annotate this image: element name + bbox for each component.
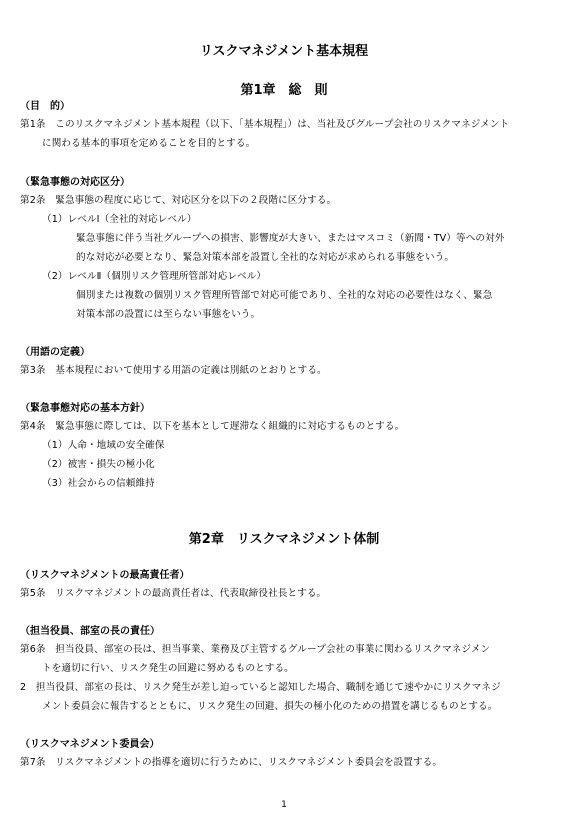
section-heading-committee: （リスクマネジメント委員会） bbox=[20, 739, 160, 750]
policy-item-3: （3）社会からの信頼維持 bbox=[42, 478, 155, 489]
article-7-line-1: 第7条 リスクマネジメントの指導を適切に行うために、リスクマネジメント委員会を設置する。 bbox=[20, 757, 443, 768]
section-heading-definitions: （用語の定義） bbox=[20, 347, 90, 358]
chapter-2-title: 第2章 リスクマネジメント体制 bbox=[188, 532, 380, 547]
section-heading-chief: （リスクマネジメントの最高責任者） bbox=[20, 570, 190, 581]
section-heading-officers: （担当役員、部室の長の責任） bbox=[20, 626, 160, 637]
document-title: リスクマネジメント基本規程 bbox=[199, 44, 369, 59]
level-2-label: （2）レベルⅡ（個別リスク管理所管部対応レベル） bbox=[42, 271, 267, 282]
article-6-line-2: トを適切に行い、リスク発生の回避に努めるものとする。 bbox=[42, 663, 294, 674]
section-heading-policy: （緊急事態対応の基本方針） bbox=[20, 403, 150, 414]
article-1-line-1: 第1条 このリスクマネジメント基本規程（以下、「基本規程」）は、当社及びグループ会社のリスクマネジメント bbox=[20, 119, 510, 130]
level-2-desc-line-1: 個別または複数の個別リスク管理所管部で対応可能であり、全社的な対応の必要性はなく、緊急 bbox=[76, 290, 493, 301]
article-6-para-2-line-1: 2 担当役員、部室の長は、リスク発生が差し迫っていると認知した場合、職制を通じて速やかにリスクマネジ bbox=[20, 682, 501, 693]
article-6-para-2-line-2: メント委員会に報告するとともに、リスク発生の回避、損失の極小化のための措置を講じるものとする。 bbox=[42, 701, 498, 712]
section-heading-purpose: （目 的） bbox=[20, 101, 70, 112]
level-1-label: （1）レベルⅠ（全社的対応レベル） bbox=[42, 214, 197, 225]
policy-item-2: （2）被害・損失の極小化 bbox=[42, 459, 155, 470]
policy-item-1: （1）人命・地域の安全確保 bbox=[42, 440, 165, 451]
level-1-desc-line-2: 的な対応が必要となり、緊急対策本部を設置し全社的な対応が求められる事態をいう。 bbox=[76, 252, 455, 263]
article-5-line-1: 第5条 リスクマネジメントの最高責任者は、代表取締役社長とする。 bbox=[20, 588, 327, 599]
article-6-line-1: 第6条 担当役員、部室の長は、担当事業、業務及び主管するグループ会社の事業に関わるリスクマネジメン bbox=[20, 644, 491, 655]
level-1-desc-line-1: 緊急事態に伴う当社グループへの損害、影響度が大きい、またはマスコミ（新聞・TV）等への対外 bbox=[76, 233, 505, 244]
article-1-line-2: に関わる基本的事項を定めることを目的とする。 bbox=[42, 138, 256, 149]
article-2-line-1: 第2条 緊急事態の程度に応じて、対応区分を以下の２段階に区分する。 bbox=[20, 195, 337, 206]
article-3-line-1: 第3条 基本規程において使用する用語の定義は別紙のとおりとする。 bbox=[20, 365, 327, 376]
section-heading-emergency-levels: （緊急事態の対応区分） bbox=[20, 177, 130, 188]
page-number: 1 bbox=[281, 800, 287, 810]
article-4-line-1: 第4条 緊急事態に際しては、以下を基本として遅滞なく組織的に対応するものとする。 bbox=[20, 421, 405, 432]
level-2-desc-line-2: 対策本部の設置には至らない事態をいう。 bbox=[76, 309, 261, 320]
chapter-1-title: 第1章 総 則 bbox=[240, 83, 328, 98]
